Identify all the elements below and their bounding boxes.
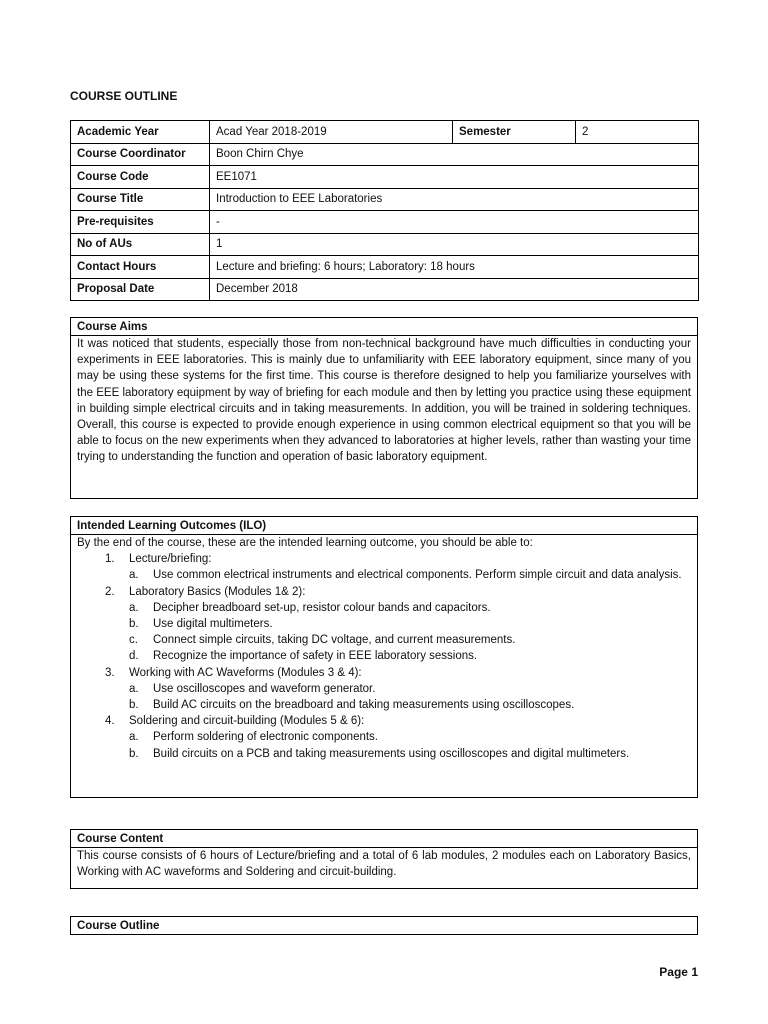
row-value: EE1071: [210, 166, 699, 189]
row-value: 1: [210, 233, 699, 256]
sub-list: [129, 729, 691, 761]
list-item: [129, 697, 691, 713]
list-title: Soldering and circuit-building (Modules 5 & 6):: [129, 715, 365, 728]
list-item: [129, 746, 691, 762]
list-item: [77, 584, 691, 665]
row-value: Boon Chirn Chye: [210, 143, 699, 166]
document-title: COURSE OUTLINE: [70, 89, 178, 103]
row-label: No of AUs: [71, 233, 210, 256]
list-item: [77, 551, 691, 583]
row-label: Course Code: [71, 166, 210, 189]
list-title: Laboratory Basics (Modules 1& 2):: [129, 585, 306, 598]
row-value: Introduction to EEE Laboratories: [210, 188, 699, 211]
list-letter: b.: [129, 618, 139, 631]
row-label: Proposal Date: [71, 278, 210, 301]
sub-list: [129, 567, 691, 583]
list-text: Build AC circuits on the breadboard and taking measurements using oscilloscopes.: [153, 699, 575, 712]
list-letter: c.: [129, 634, 138, 647]
list-number: 1.: [105, 553, 115, 566]
row-label: Contact Hours: [71, 256, 210, 279]
ilo-heading: Intended Learning Outcomes (ILO): [71, 517, 697, 535]
ilo-section: [70, 516, 698, 798]
ilo-intro: By the end of the course, these are the intended learning outcome, you should be able to:: [77, 537, 533, 549]
list-item: [77, 713, 691, 762]
list-text: Use common electrical instruments and electrical components. Perform simple circuit and data analysis.: [153, 569, 682, 582]
sub-list: [129, 681, 691, 713]
list-text: Build circuits on a PCB and taking measurements using oscilloscopes and digital multimeters.: [153, 747, 630, 760]
list-letter: a.: [129, 682, 139, 695]
sub-list: [129, 600, 691, 665]
table-row: [71, 121, 699, 144]
list-letter: a.: [129, 601, 139, 614]
list-number: 4.: [105, 715, 115, 728]
table-row: [71, 166, 699, 189]
list-letter: a.: [129, 731, 139, 744]
course-content-heading: Course Content: [71, 830, 697, 848]
academic-year-value: Acad Year 2018-2019: [210, 121, 453, 144]
list-item: [129, 600, 691, 616]
list-title: Working with AC Waveforms (Modules 3 & 4):: [129, 666, 362, 679]
list-text: Perform soldering of electronic components.: [153, 731, 378, 744]
table-row: [71, 143, 699, 166]
table-row: [71, 188, 699, 211]
row-label: Course Title: [71, 188, 210, 211]
list-item: [129, 632, 691, 648]
list-letter: a.: [129, 569, 139, 582]
row-value: December 2018: [210, 278, 699, 301]
row-value: Lecture and briefing: 6 hours; Laboratory: 18 hours: [210, 256, 699, 279]
course-outline-heading: Course Outline: [77, 920, 160, 932]
row-label: Pre-requisites: [71, 211, 210, 234]
list-text: Use digital multimeters.: [153, 618, 273, 631]
course-content-text: This course consists of 6 hours of Lecture/briefing and a total of 6 lab modules, 2 modules each on Laboratory Basics, Working with AC waveforms and Soldering and circuit-building.: [77, 850, 691, 879]
list-item: [129, 616, 691, 632]
list-letter: b.: [129, 699, 139, 712]
list-text: Recognize the importance of safety in EEE laboratory sessions.: [153, 650, 478, 663]
row-value: -: [210, 211, 699, 234]
course-aims-section: [70, 317, 698, 499]
course-aims-heading: Course Aims: [71, 318, 697, 336]
table-row: [71, 211, 699, 234]
list-text: Use oscilloscopes and waveform generator.: [153, 682, 376, 695]
course-info-table: [70, 120, 699, 301]
ilo-body: [71, 535, 697, 762]
table-row: [71, 233, 699, 256]
table-row: [71, 278, 699, 301]
list-title: Lecture/briefing:: [129, 553, 212, 566]
table-row: [71, 256, 699, 279]
list-letter: d.: [129, 650, 139, 663]
academic-year-label: Academic Year: [71, 121, 210, 144]
list-item: [129, 567, 691, 583]
list-item: [129, 681, 691, 697]
ilo-list: [77, 551, 691, 762]
list-item: [129, 648, 691, 664]
list-number: 3.: [105, 666, 115, 679]
semester-label: Semester: [453, 121, 576, 144]
list-text: Decipher breadboard set-up, resistor colour bands and capacitors.: [153, 601, 491, 614]
course-outline-section: [70, 916, 698, 935]
list-text: Connect simple circuits, taking DC voltage, and current measurements.: [153, 634, 516, 647]
list-letter: b.: [129, 747, 139, 760]
list-item: [129, 729, 691, 745]
list-item: [77, 665, 691, 714]
page-number: Page 1: [659, 965, 698, 979]
course-content-section: [70, 829, 698, 889]
list-number: 2.: [105, 585, 115, 598]
semester-value: 2: [576, 121, 699, 144]
course-aims-text: It was noticed that students, especially those from non-technical background have much difficulties in conducting your experiments in EEE laboratories. This is mainly due to unfamiliarity with EEE laboratory equipment, since many of you may be using these systems for the first time. This course is therefore designed to help you familiarize yourselves with the EEE laboratory equipment by way of briefing for each module and then by letting you practice using these equipment in building simple electrical circuits and in taking measurements. In addition, you will be trained in soldering techniques. Overall, this course is expected to provide enough experience in using common electrical equipment so that you will be able to focus on the new experiments when they advanced to laboratories at higher levels, rather than wasting your time trying to understanding the function and operation of basic laboratory equipment.: [77, 338, 691, 464]
row-label: Course Coordinator: [71, 143, 210, 166]
